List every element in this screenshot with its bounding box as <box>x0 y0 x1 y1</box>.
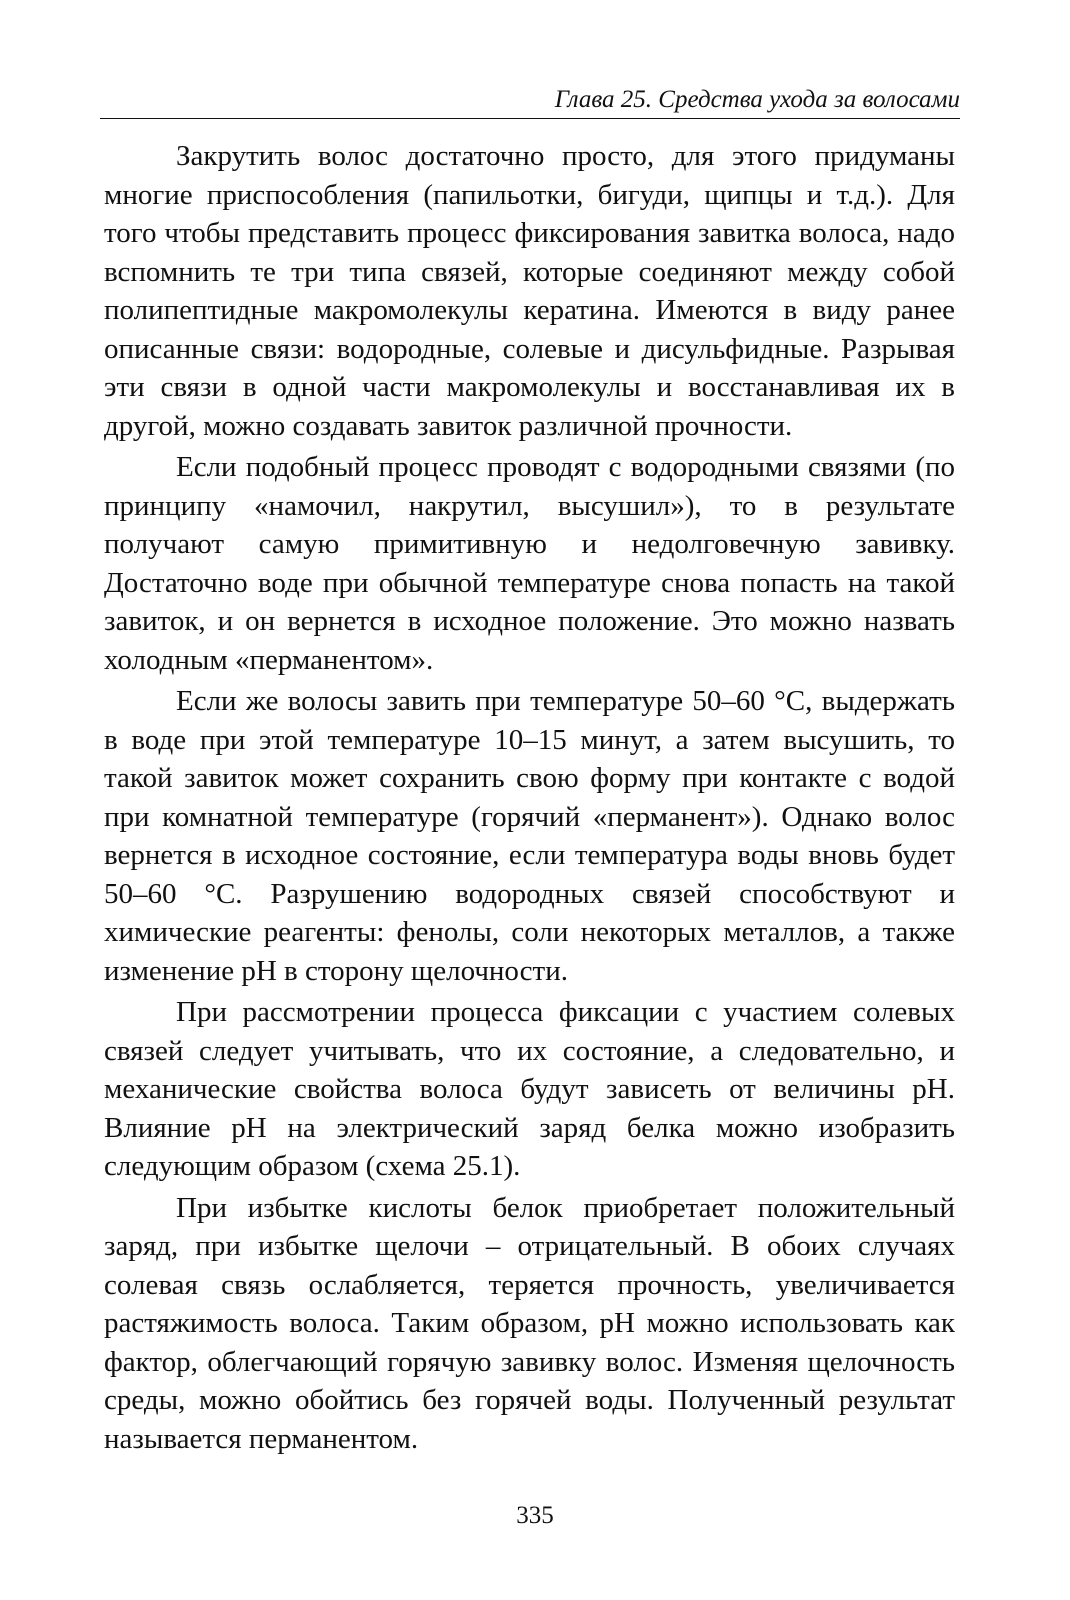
page-number: 335 <box>516 1502 554 1529</box>
chapter-title: Глава 25. Средства ухода за волосами <box>554 86 960 113</box>
paragraph-1: Закрутить волос достаточно просто, для этого придуманы многие приспособления (папильотки, бигуди, щипцы и т.д.). Для того чтобы представить процесс фиксирования завитка волоса, надо вспомнить те три типа связей, которые соединяют между собой полипептидные макромолекулы кератина. Имеются в виду ранее описанные связи: водородные, солевые и дисульфидные. Разрывая эти связи в одной части макромолекулы и восстанавливая их в другой, можно создавать завиток различной прочности. <box>104 140 955 442</box>
paragraph-2: Если подобный процесс проводят с водородными связями (по принципу «намочил, накрутил, высушил»), то в результате получают самую примитивную и недолговечную завивку. Достаточно воде при обычной температуре снова попасть на такой завиток, и он вернется в исходное положение. Это можно назвать холодным «перманентом». <box>104 451 955 676</box>
paragraph-5: При избытке кислоты белок приобретает положительный заряд, при избытке щелочи – отрицательный. В обоих случаях солевая связь ослабляется, теряется прочность, увеличивается растяжимость волоса. Таким образом, pH можно использовать как фактор, облегчающий горячую завивку волос. Изменяя щелочность среды, можно обойтись без горячей воды. Полученный результат называется перманентом. <box>104 1191 955 1455</box>
body-text <box>104 137 955 1461</box>
paragraph-3: Если же волосы завить при температуре 50–60 °C, выдержать в воде при этой температуре 10–15 минут, а затем высушить, то такой завиток может сохранить свою форму при контакте с водой при комнатной температуре (горячий «перманент»). Однако волос вернется в исходное состояние, если температура воды вновь будет 50–60 °C. Разрушению водородных связей способствуют и химические реагенты: фенолы, соли некоторых металлов, а также изменение pH в сторону щелочности. <box>104 685 955 987</box>
running-header <box>100 82 960 119</box>
paragraph-4: При рассмотрении процесса фиксации с участием солевых связей следует учитывать, что их состояние, а следовательно, и механические свойства волоса будут зависеть от величины pH. Влияние pH на электрический заряд белка можно изобразить следующим образом (схема 25.1). <box>104 996 955 1182</box>
